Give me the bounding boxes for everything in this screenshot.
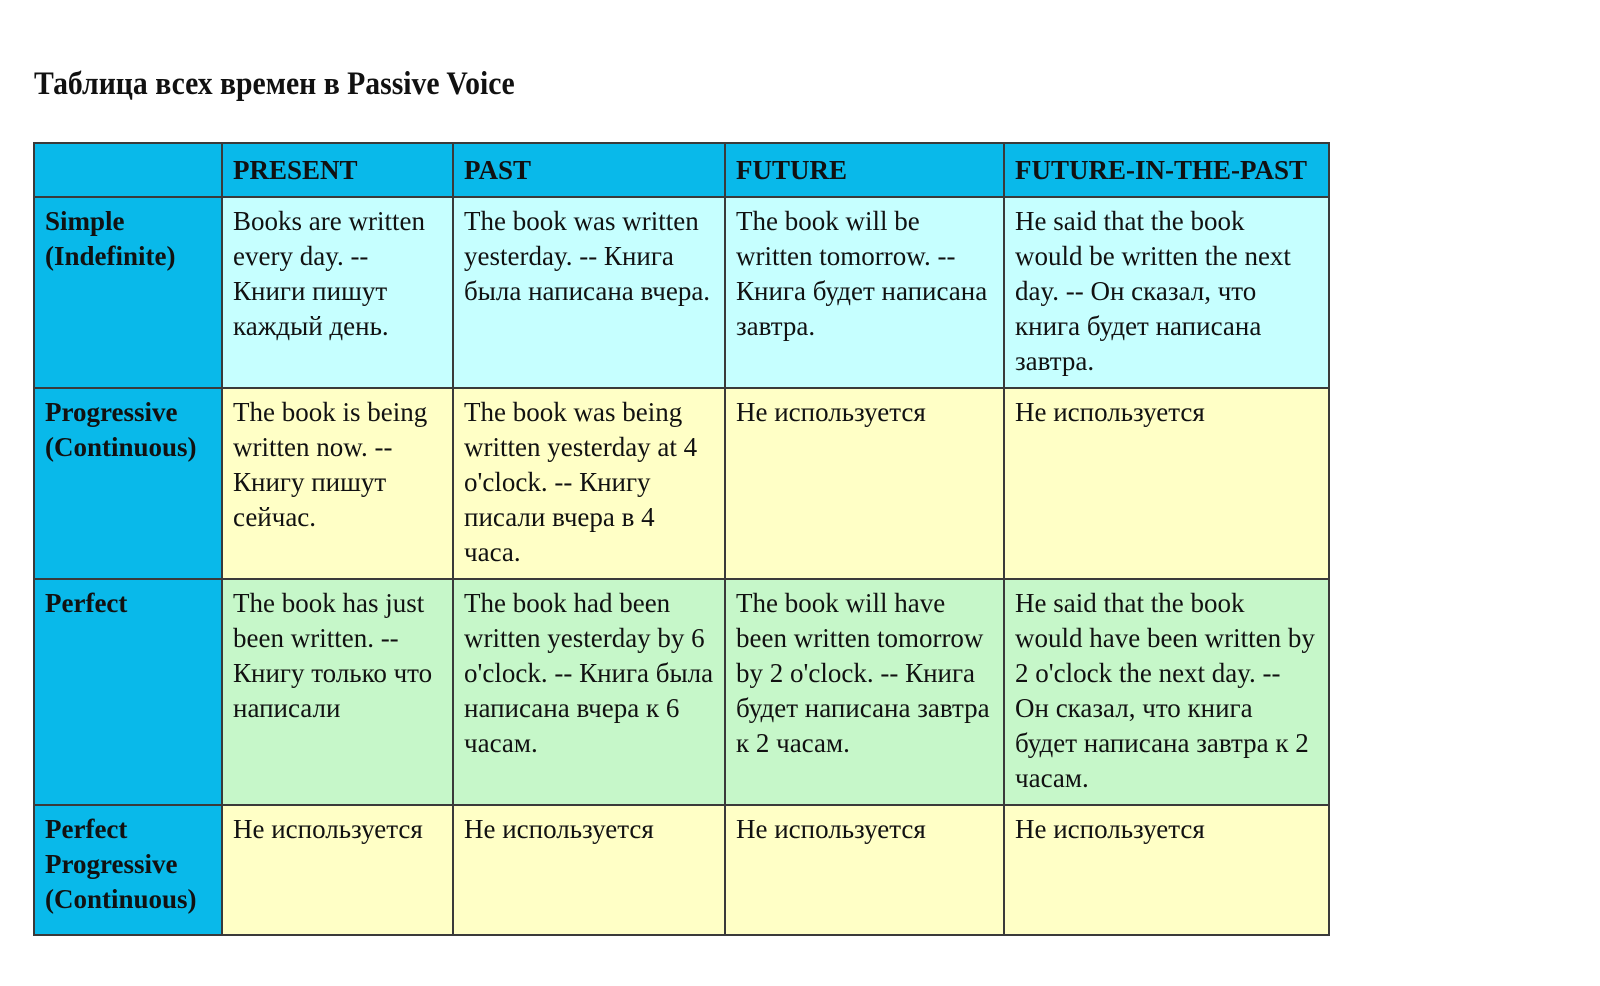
- column-header-present: PRESENT: [222, 143, 453, 197]
- cell-perfect-present: The book has just been written. -- Книгу только что написали: [222, 579, 453, 805]
- table-header-row: [34, 143, 1329, 197]
- cell-perfect-progressive-past: Не используется: [453, 805, 725, 935]
- cell-perfect-progressive-future: Не используется: [725, 805, 1004, 935]
- cell-simple-past: The book was written yesterday. -- Книга была написана вчера.: [453, 197, 725, 388]
- table-row-progressive: [34, 388, 1329, 579]
- column-header-past: PAST: [453, 143, 725, 197]
- cell-progressive-future: Не используется: [725, 388, 1004, 579]
- row-header-progressive: Progressive (Continuous): [34, 388, 222, 579]
- table-row-simple: [34, 197, 1329, 388]
- page-title: Таблица всех времен в Passive Voice: [34, 66, 515, 102]
- column-header-future-in-the-past: FUTURE-IN-THE-PAST: [1004, 143, 1329, 197]
- table-row-perfect: [34, 579, 1329, 805]
- cell-perfect-past: The book had been written yesterday by 6 o'clock. -- Книга была написана вчера к 6 часам.: [453, 579, 725, 805]
- cell-simple-future: The book will be written tomorrow. -- Книга будет написана завтра.: [725, 197, 1004, 388]
- table-row-perfect-progressive: [34, 805, 1329, 935]
- cell-simple-present: Books are written every day. -- Книги пишут каждый день.: [222, 197, 453, 388]
- row-header-perfect-progressive: Perfect Progressive (Continuous): [34, 805, 222, 935]
- column-header-future: FUTURE: [725, 143, 1004, 197]
- row-header-simple: Simple (Indefinite): [34, 197, 222, 388]
- cell-perfect-progressive-present: Не используется: [222, 805, 453, 935]
- cell-perfect-future: The book will have been written tomorrow by 2 o'clock. -- Книга будет написана завтра к 2 часам.: [725, 579, 1004, 805]
- cell-progressive-past: The book was being written yesterday at 4 o'clock. -- Книгу писали вчера в 4 часа.: [453, 388, 725, 579]
- passive-voice-table: [33, 142, 1330, 936]
- cell-progressive-future-in-the-past: Не используется: [1004, 388, 1329, 579]
- row-header-perfect: Perfect: [34, 579, 222, 805]
- table-corner-cell: [34, 143, 222, 197]
- cell-progressive-present: The book is being written now. -- Книгу пишут сейчас.: [222, 388, 453, 579]
- cell-perfect-future-in-the-past: He said that the book would have been written by 2 o'clock the next day. -- Он сказал, что книга будет написана завтра к 2 часам.: [1004, 579, 1329, 805]
- cell-perfect-progressive-future-in-the-past: Не используется: [1004, 805, 1329, 935]
- cell-simple-future-in-the-past: He said that the book would be written the next day. -- Он сказал, что книга будет написана завтра.: [1004, 197, 1329, 388]
